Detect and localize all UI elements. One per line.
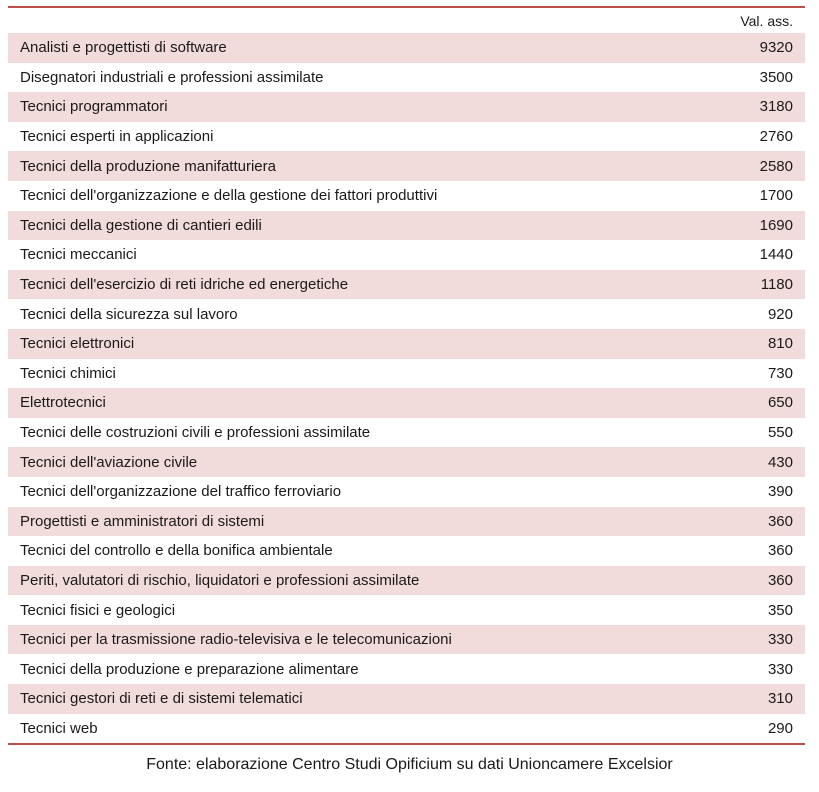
- table-row: [8, 270, 805, 300]
- table-body: [8, 33, 805, 743]
- row-label: Tecnici delle costruzioni civili e professioni assimilate: [20, 424, 371, 442]
- row-label: Tecnici della gestione di cantieri edili: [20, 216, 262, 234]
- row-value: 1700: [759, 187, 793, 205]
- row-label: Tecnici dell'esercizio di reti idriche ed energetiche: [20, 276, 349, 294]
- row-label: Tecnici del controllo e della bonifica ambientale: [20, 542, 333, 560]
- row-value: 2580: [759, 157, 793, 175]
- row-value: 9320: [759, 39, 793, 57]
- row-label: Tecnici esperti in applicazioni: [20, 128, 214, 146]
- row-label: Tecnici chimici: [20, 364, 116, 382]
- row-value: 430: [767, 453, 793, 471]
- row-value: 730: [767, 364, 793, 382]
- row-label: Tecnici della produzione e preparazione alimentare: [20, 660, 359, 678]
- table-row: [8, 122, 805, 152]
- row-label: Tecnici per la trasmissione radio-televisiva e le telecomunicazioni: [20, 631, 452, 649]
- row-value: 360: [767, 512, 793, 530]
- table-row: [8, 507, 805, 537]
- table-row: [8, 477, 805, 507]
- table-row: [8, 63, 805, 93]
- table-row: [8, 714, 805, 744]
- row-label: Tecnici dell'organizzazione e della gestione dei fattori produttivi: [20, 187, 438, 205]
- row-value: 810: [767, 335, 793, 353]
- table-row: [8, 151, 805, 181]
- row-value: 360: [767, 571, 793, 589]
- value-column-header: Val. ass.: [740, 12, 793, 29]
- table-row: [8, 388, 805, 418]
- row-value: 310: [767, 690, 793, 708]
- table-row: [8, 654, 805, 684]
- row-value: 3180: [759, 98, 793, 116]
- table-row: [8, 92, 805, 122]
- row-value: 350: [767, 601, 793, 619]
- row-label: Analisti e progettisti di software: [20, 39, 227, 57]
- table-row: [8, 181, 805, 211]
- source-note: Fonte: elaborazione Centro Studi Opificium su dati Unioncamere Excelsior: [146, 756, 673, 773]
- table-row: [8, 240, 805, 270]
- table-row: [8, 33, 805, 63]
- table-row: [8, 211, 805, 241]
- row-value: 650: [767, 394, 793, 412]
- row-value: 330: [767, 631, 793, 649]
- data-table: [8, 6, 805, 745]
- row-value: 1690: [759, 216, 793, 234]
- row-label: Tecnici della produzione manifatturiera: [20, 157, 276, 175]
- row-label: Tecnici elettronici: [20, 335, 135, 353]
- row-value: 1440: [759, 246, 793, 264]
- table-row: [8, 536, 805, 566]
- table-row: [8, 684, 805, 714]
- row-label: Tecnici della sicurezza sul lavoro: [20, 305, 238, 323]
- row-label: Disegnatori industriali e professioni assimilate: [20, 68, 324, 86]
- row-label: Elettrotecnici: [20, 394, 106, 412]
- table-row: [8, 418, 805, 448]
- row-label: Tecnici programmatori: [20, 98, 168, 116]
- table-header: [8, 8, 805, 33]
- table-row: [8, 359, 805, 389]
- row-label: Tecnici gestori di reti e di sistemi telematici: [20, 690, 303, 708]
- table-row: [8, 595, 805, 625]
- row-value: 1180: [760, 276, 793, 294]
- row-label: Progettisti e amministratori di sistemi: [20, 512, 265, 530]
- table-row: [8, 447, 805, 477]
- row-value: 290: [767, 719, 793, 737]
- table-row: [8, 329, 805, 359]
- row-value: 550: [767, 424, 793, 442]
- row-label: Tecnici web: [20, 719, 98, 737]
- row-value: 3500: [759, 68, 793, 86]
- row-label: Tecnici dell'aviazione civile: [20, 453, 198, 471]
- table-row: [8, 566, 805, 596]
- row-value: 390: [767, 483, 793, 501]
- row-value: 360: [767, 542, 793, 560]
- table-row: [8, 625, 805, 655]
- row-label: Periti, valutatori di rischio, liquidatori e professioni assimilate: [20, 571, 420, 589]
- row-label: Tecnici dell'organizzazione del traffico ferroviario: [20, 483, 342, 501]
- row-label: Tecnici fisici e geologici: [20, 601, 176, 619]
- row-value: 2760: [759, 128, 793, 146]
- row-value: 920: [767, 305, 793, 323]
- bottom-rule: [8, 743, 805, 745]
- table-row: [8, 299, 805, 329]
- row-label: Tecnici meccanici: [20, 246, 137, 264]
- row-value: 330: [767, 660, 793, 678]
